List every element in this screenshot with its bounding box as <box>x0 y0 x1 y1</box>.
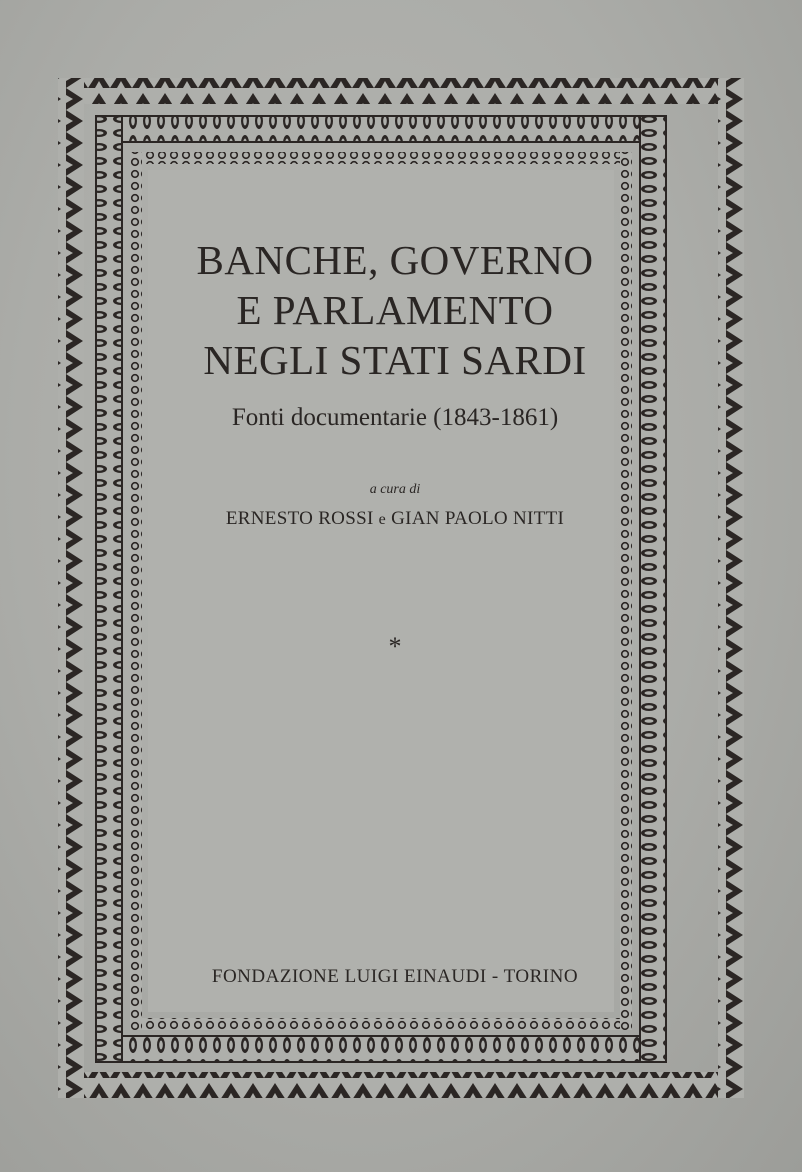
editor-1: ERNESTO ROSSI <box>225 508 374 529</box>
editors-intro: a cura di <box>369 482 421 497</box>
volume-mark: * <box>388 632 402 661</box>
editors <box>150 508 640 530</box>
title-line-2: E PARLAMENTO <box>236 287 554 333</box>
editor-2: GIAN PAOLO NITTI <box>391 508 565 529</box>
subtitle: Fonti documentarie (1843-1861) <box>231 404 559 431</box>
title-line-1: BANCHE, GOVERNO <box>196 237 594 283</box>
title-line-3: NEGLI STATI SARDI <box>203 337 587 383</box>
editor-conjunction: e <box>378 511 387 528</box>
publisher: FONDAZIONE LUIGI EINAUDI - TORINO <box>211 966 579 987</box>
